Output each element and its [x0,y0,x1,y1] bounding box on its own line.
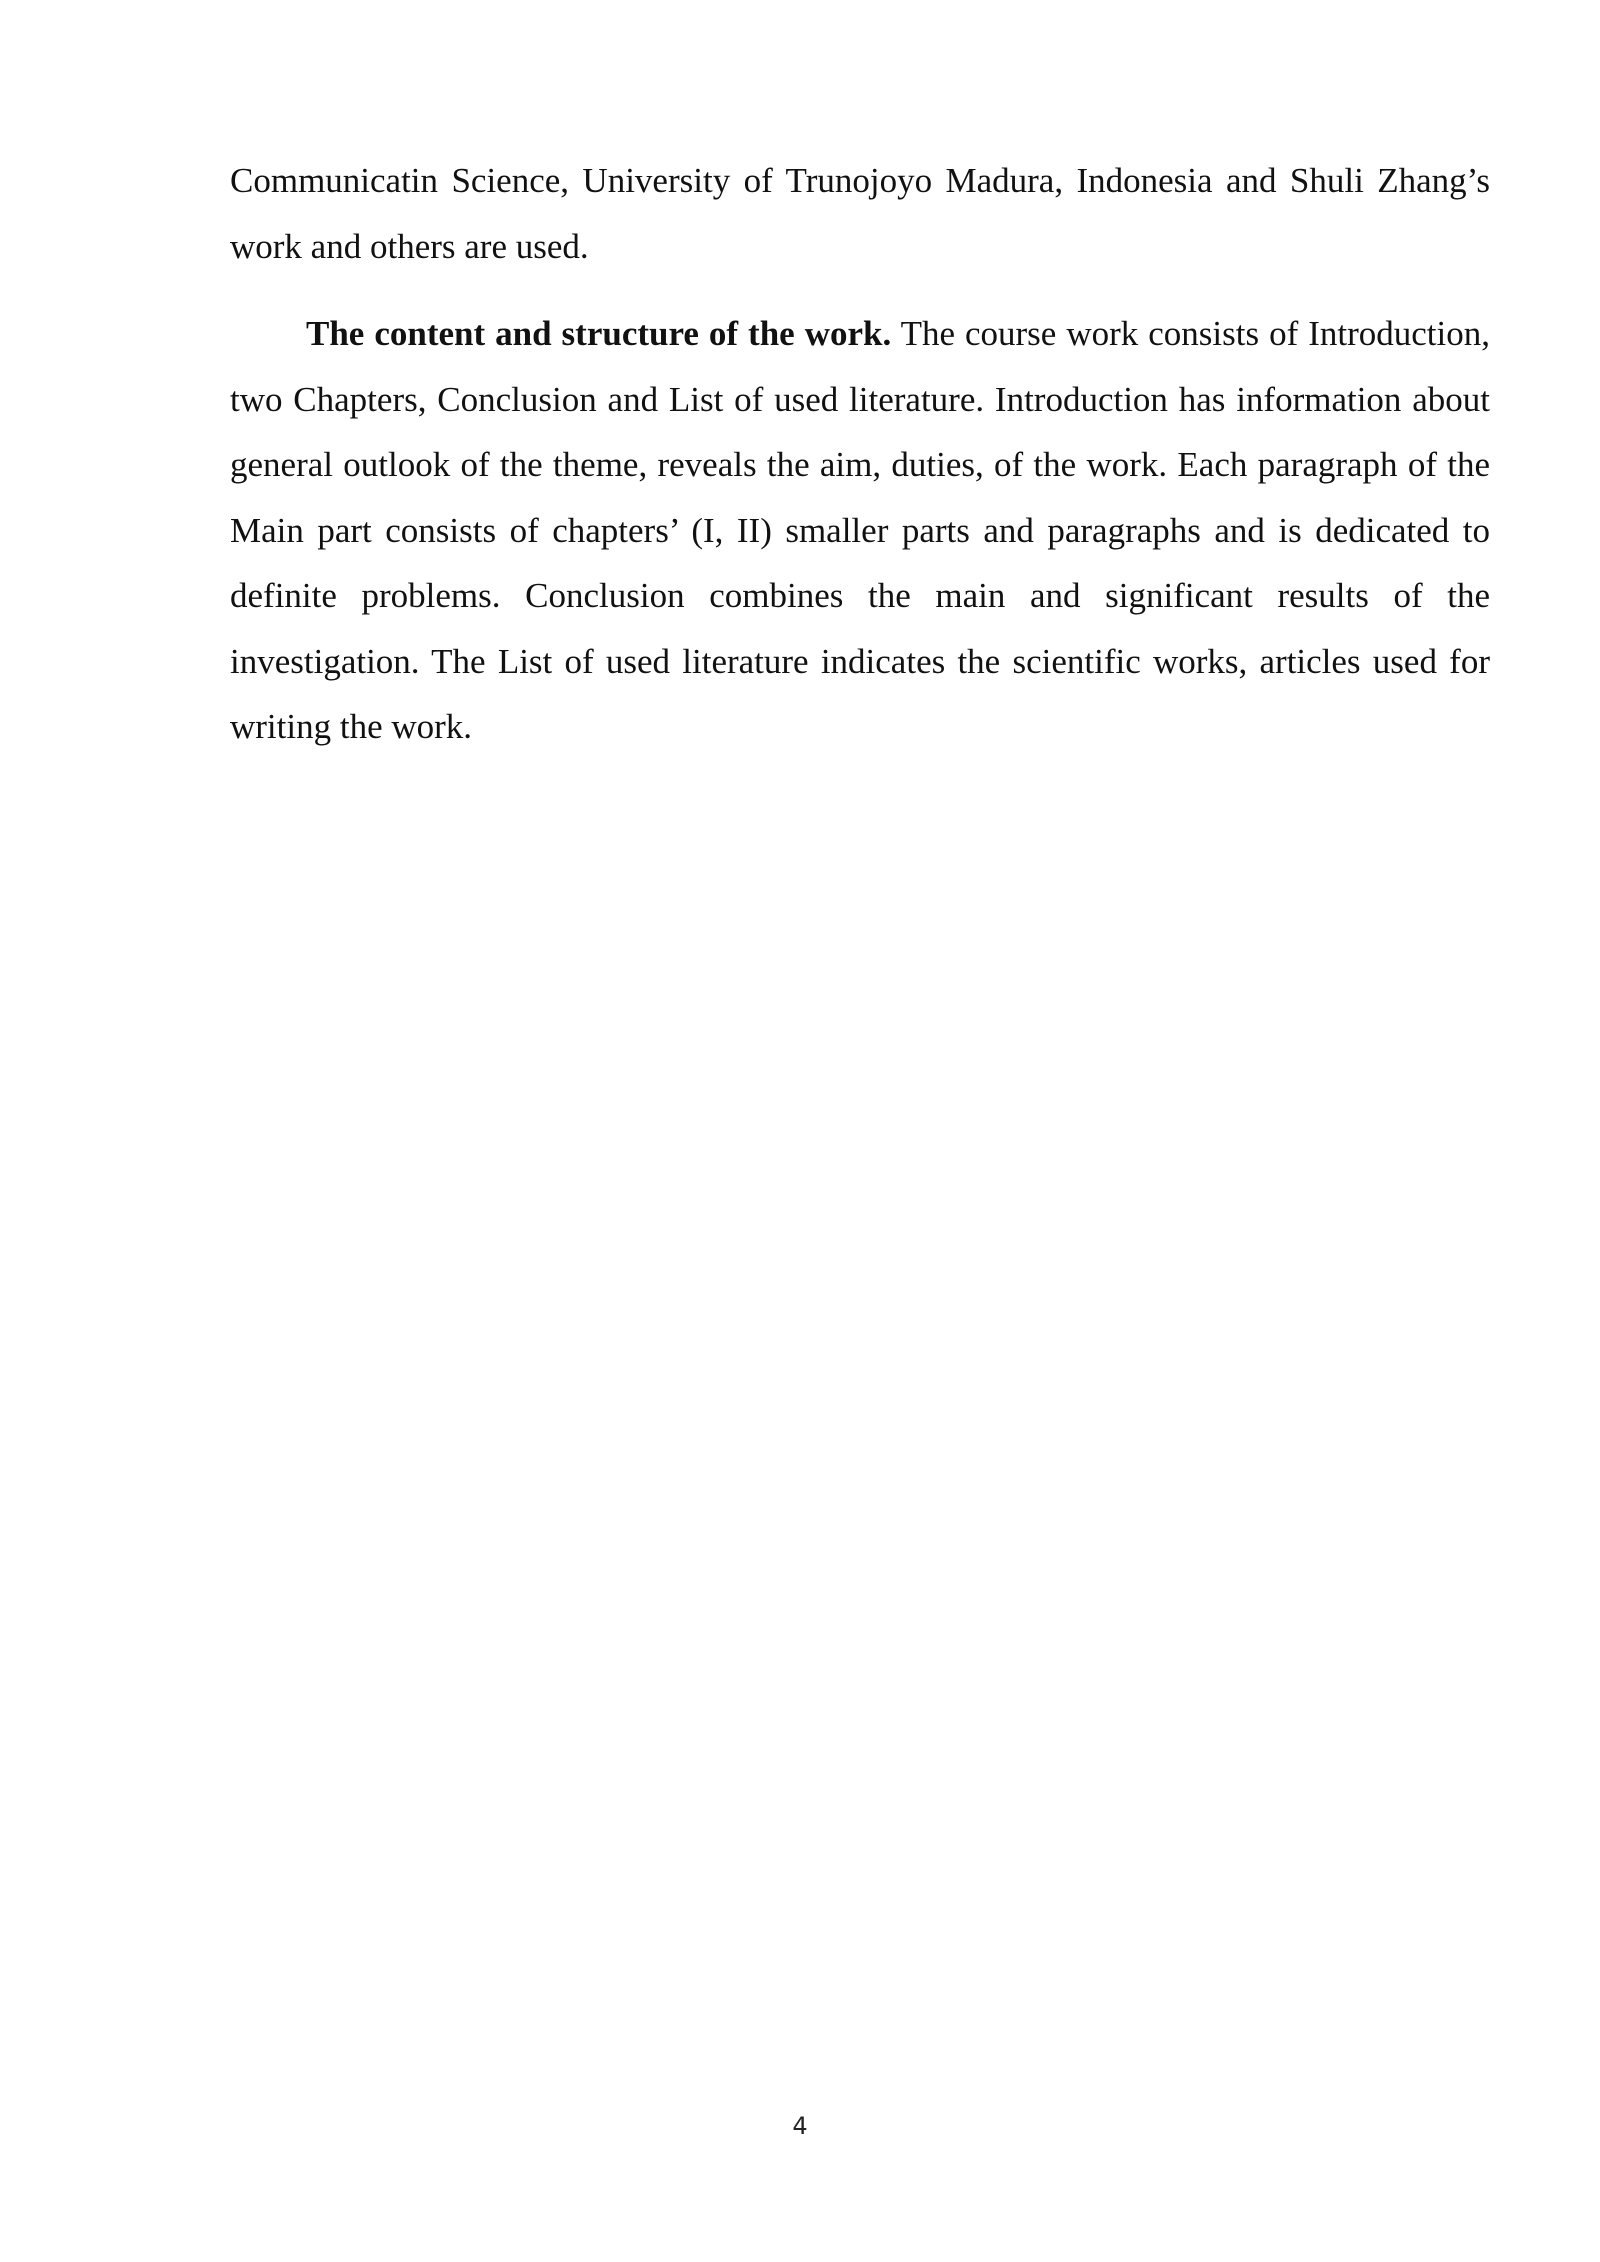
paragraph-body: The course work consists of Introduction, two Chapters, Conclusion and List of used literature. Introduction has information about general outlook of the theme, reveals the aim, duties, of the work. Each paragraph of the Main part consists of chapters’ (I, II) smaller parts and paragraphs and is dedicated to definite problems. Conclusion combines the main and significant results of the investigation. The List of used literature indicates the scientific works, articles used for writing the work. [230,314,1490,746]
body-text [230,148,1490,760]
paragraph-lead-heading: The content and structure of the work. [306,314,892,353]
paragraph-content-structure [230,301,1490,760]
paragraph-sources-continuation: Communicatin Science, University of Trunojoyo Madura, Indonesia and Shuli Zhang’s work and others are used. [230,161,1490,266]
page-number: 4 [792,2112,808,2140]
